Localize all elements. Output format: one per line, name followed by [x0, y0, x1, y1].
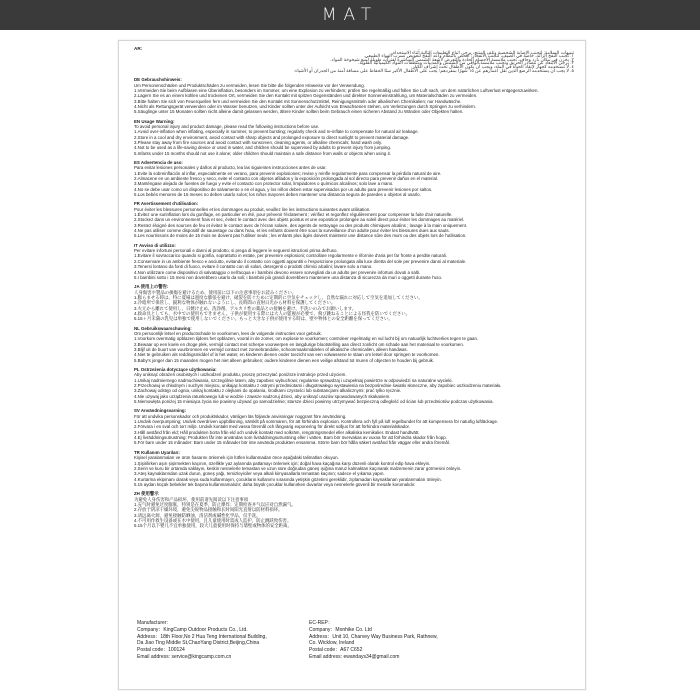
section-line: 1.Vermeiden Sie beim Aufblasen eine Überinflation, besonders im Sommer, um eine Explosion zu verhindern; prüfen Sie regelmäßig und füllen Sie Luft nach, um dem natürlichen Luftverlust entgegenzuwirken.	[134, 87, 539, 93]
section-line: 4.Kurtarma ekipmanı olarak veya suda kullanmayın, çocukların kullanımı sırasında yetişkin gözetimi gereklidir, zıplamadan kaynaklanan yaralanmaları önleyin.	[134, 476, 442, 482]
section-line: 1.Evite la sobreinflación al inflar, especialmente en verano, para prevenir explosiones; revise y reinfle regularmente para compensar la pérdida natural de aire.	[134, 170, 442, 176]
section-line: 2.Stockez dans un environnement frais et sec, évitez le contact avec des objets pointus et une exposition prolongée au soleil direct pour éviter les dommages au matériel.	[134, 217, 465, 223]
section-line: 3.火元から離れて使用し、日焼け止め、洗浄剤、アルカリ性の薬品との接触を避け、手洗いのみでお願いします。	[134, 305, 357, 311]
section-heading: ES Advertencia de uso:	[134, 159, 183, 165]
section-line: 4.Not to be used as a life-saving device or used in water, and children should be supervised by adults to prevent injury from jumping.	[134, 145, 391, 151]
section-line: 2.Serin ve kuru bir ortamda saklayın, keskin nesnelerle temastan ve uzun süre doğrudan güneş ışığına maruz kalmaktan kaçınarak malzemenin zarar görmesini önleyin.	[134, 465, 462, 471]
section-line: Kişisel yaralanmaları ve ürün hasarını önlemek için lütfen kullanmadan önce aşağıdaki talimatları okuyun.	[134, 455, 339, 461]
section-line: 4.Niet te gebruiken als reddingsmiddel of in het water, en kinderen dienen onder toezicht van een volwassene te staan om letsel door springen te voorkomen.	[134, 352, 440, 358]
warning-section	[134, 243, 574, 280]
section-heading: FR Avertissement d'utilisation:	[134, 201, 199, 207]
section-line: 1.Voorkom overmatig opblazen tijdens het opblazen, vooral in de zomer, om explosie te voorkomen; controleer regelmatig en vul lucht bij om natuurlijk luchtverlies tegen te gaan.	[134, 336, 479, 342]
section-line: 4.No se debe usar como un dispositivo de salvamento o en el agua, y los niños deben estar supervisados por un adulto para prevenir lesiones por saltos.	[134, 186, 433, 192]
section-line: För att undvika personskador och produktskador, vänligen läs följande anvisningar noggrant före användning.	[134, 413, 347, 419]
ec-rep-line: Email address: ewandays34@gmail.com	[309, 653, 400, 660]
warning-section	[134, 326, 574, 363]
section-line: 为避免人身伤害和产品损坏，使用前请先阅读以下注意事项	[134, 496, 249, 502]
warning-section	[134, 201, 574, 238]
section-line: 5.15个月以下婴儿不宜单独使用，较大儿童使用时保持与墙壁或物体的安全距离。	[134, 523, 292, 529]
manufacturer-block	[137, 620, 267, 661]
section-line: 3.Restez éloigné des sources de feu et évitez le contact avec de l'écran solaire, des agents de nettoyage ou des produits chimiques alcalins ; lavage à la main uniquement.	[134, 222, 468, 228]
manufacturer-line: Postal code：100124	[137, 647, 185, 654]
section-line: 4.Ne pas utiliser comme dispositif de sauvetage ou dans l'eau, et les enfants doivent être sous la surveillance d'un adulte pour éviter les blessures dues aux sauts.	[134, 228, 450, 234]
section-line: 1.Évitez une surinflation lors du gonflage, en particulier en été, pour prévenir l'éclatement ; vérifiez et regonflez régulièrement pour compenser la fuite d'air naturelle.	[134, 212, 453, 218]
section-line: 5.För barn under 15 månader: Barn under 15 månader bör inte använda produkten ensamma. Större barn bör hålla säkert avstånd från väggar eller andra föremål.	[134, 440, 451, 446]
header-banner	[0, 0, 700, 30]
warning-section	[134, 450, 574, 487]
section-line: Per evitare infortuni personali e danni al prodotto, si prega di leggere le seguenti istruzioni prima dell'uso.	[134, 248, 338, 254]
section-line: 2.Conservare in un ambiente fresco e asciutto, evitando il contatto con oggetti appuntiti e l'esposizione prolungata alla luce diretta del sole per prevenire danni al materiale.	[134, 258, 467, 264]
section-line: 2.冷暗所で保管し、鋭利な物体が触れないようにし、長時間の直射日光から材料を保護してください。	[134, 300, 336, 306]
section-line: 4.Nie używaj jako urządzenia ratunkowego lub w wodzie i zawsze nadzoruj dzieci, aby uniknąć urazów spowodowanych skakaniem.	[134, 393, 391, 399]
warning-section	[134, 408, 574, 445]
section-line: 1.Undvik överpumpning; Undvik överdriven uppblåsning, särskilt på sommaren, för att förhindra explosion. Kontrollera och fyll på luft regelbundet för att kompensera för naturlig luftläckage.	[134, 419, 499, 425]
section-heading: EN Usage Warning:	[134, 118, 175, 124]
section-line: 5.Les nourrissons de moins de 15 mois ne doivent pas l'utiliser seuls ; les enfants plus âgés doivent maintenir une distance sûre des murs ou des objets lors de l'utilisation.	[134, 233, 467, 239]
section-line: Para evitar lesiones personales y daños al producto, lea las siguientes instrucciones antes de usar.	[134, 165, 327, 171]
section-heading: NL Gebruikswaarschuwing:	[134, 325, 192, 331]
section-heading: IT Avviso di utilizzo:	[134, 242, 176, 248]
section-line: 1.Evitare il sovraccarico quando si gonfia, soprattutto in estate, per prevenire esplosioni; controllare regolarmente e rifornire d'aria per far fronte a perdite naturali.	[134, 253, 447, 259]
warning-sections	[134, 46, 574, 529]
section-heading: TR Kullanım Uyarıları:	[134, 449, 180, 455]
warning-section	[134, 367, 574, 404]
ec-rep-line: Company：Monhike Co. Ltd	[309, 626, 372, 633]
section-line: Aby uniknąć obrażeń osobistych i uszkodzeń produktu, proszę przeczytać poniższe instrukcje przed użyciem.	[134, 372, 347, 378]
section-line: 1.Unikaj nadmiernego nadmuchiwania, szczególnie latem, aby zapobiec wybuchowi; regularnie sprawdzaj i uzupełniaj powietrze w odpowiedzi na naturalne wycieki.	[134, 377, 453, 383]
section-heading: AR:	[134, 46, 143, 51]
section-line: 4.救命具としても、水中での使用もできません。子供が使用する際には大人の監視が必要で、飛び跳ねることによる怪我を防いでください。	[134, 310, 411, 316]
section-line: To avoid personal injury and product damage, please read the following instructions before use.	[134, 123, 320, 129]
section-line: ٢. يخزن في مكان بارد وجاف، تجنب ملامسة الأجسام الحادة والتعرض لأشعة الشمس المباشرة لفترات طويلة لمنع شيخوخة المواد.	[330, 56, 574, 62]
ec-rep-line: Address：Unit 10, Charvey Way Business Park, Rathnew,	[309, 633, 438, 640]
section-heading: SV Användningsvarning:	[134, 408, 187, 414]
ec-rep-line: EC-REP：	[309, 620, 333, 626]
warning-section	[134, 77, 574, 114]
section-line: 1.Şişirilirken aşırı şişirmekten kaçının, özellikle yaz aylarında patlamayı önlemek için; doğal hava kaçağına karşı düzenli olarak kontrol edip hava ekleyin.	[134, 460, 431, 466]
manufacturer-line: Da Jiao Ting Middle St,ChaoYang District,Beijing,China	[137, 640, 260, 647]
section-line: 2.存放于阴凉干燥环境，避免尖锐物品接触和长时间阳光直射以防材料损坏。	[134, 507, 283, 513]
warning-section	[134, 160, 574, 197]
warning-section	[134, 491, 574, 528]
section-line: 2.Bewaar op een koele en droge plek, vermijd contact met scherpe voorwerpen en langdurige blootstelling aan direct zonlicht om schade aan het materiaal te voorkomen.	[134, 341, 464, 347]
section-line: 5.Säuglinge unter 15 Monaten sollten nicht alleine damit gelassen werden, ältere Kinder sollten beim Gebrauch einen sicheren Abstand zu Wänden oder Objekten halten.	[134, 109, 464, 115]
section-line: 5.Los bebés menores de 15 meses no deben usarlo solos; los niños mayores deben mantener una distancia segura de paredes u objetos al usarlo.	[134, 192, 421, 198]
section-line: ١. تجنب النفخ الزائد، خاصة في الصيف، لتجنب الانفجار؛ افحص بانتظام وأعد النفخ لتعويض تسرب الهواء الطبيعي.	[363, 53, 574, 59]
section-line: 5.15 aydan küçük bebekler tek başına kullanmamalıdır; daha büyük çocuklar kullanırken duvarlar veya nesnelerle güvenli bir mesafe korumalıdır.	[134, 481, 416, 487]
warning-section	[134, 284, 574, 321]
manufacturer-line: Email address: service@kingcamp.com.cn	[137, 653, 232, 660]
warning-section	[134, 119, 574, 156]
instruction-sheet	[118, 40, 586, 690]
section-line: 3.请远离火源，避免接触防晒油、清洁剂或碱性化学品，仅手洗。	[134, 512, 261, 518]
contact-footer	[134, 620, 574, 680]
section-line: 3.Blijf uit de buurt van vuurbronnen en vermijd contact met zonnebrandolie, schoonmaakmiddelen of alkalische chemicaliën, alleen handwas.	[134, 346, 408, 352]
ec-rep-line: Postal code：A67 C652	[309, 647, 363, 654]
section-line: 2.Store in a cool and dry environment, avoid contact with sharp objects and prolonged exposure to direct sunlight to prevent material damage.	[134, 134, 410, 140]
section-line: 3.Tenersi lontano da fonti di fuoco, evitare il contatto con oli solari, detergenti o prodotti chimici alcalini; lavare solo a mano.	[134, 264, 373, 270]
ec-rep-line: Co. Wicklow, Ireland	[309, 640, 355, 647]
section-line: ٤. لا تستخدمه كجهاز لإنقاذ الحياة في الماء، ويجب أن يكون الأطفال تحت إشراف الكبار.	[411, 63, 574, 69]
section-line: Om persoonlijk letsel en productschade te voorkomen, lees de volgende instructies voor gebruik.	[134, 330, 322, 336]
section-heading: DE Gebrauchshinweis:	[134, 77, 182, 83]
section-line: تنبيهات السلامة: لتجنب الإصابة الشخصية وتلف المنتج، يرجى اتباع التعليمات التالية أثناء الاستخدام.	[390, 49, 574, 55]
section-line: 4.Nicht als Rettungsgerät verwenden oder im Wasser benutzen, und Kinder sollten unter der Aufsicht von Erwachsenen stehen, um Verletzungen durch Springen zu verhindern.	[134, 103, 477, 109]
section-line: 3.Ateş kaynaklarından uzak durun, güneş yağı, temizleyiciler veya alkali kimyasallarla temastan kaçının; sadece el yıkama yapın.	[134, 471, 385, 477]
section-line: 5.Infants under 15 months should not use it alone; older children should maintain a safe distance from walls or objects when using it.	[134, 150, 392, 156]
section-line: 4.Ej livräddningsutrustning: Produkten får inte användas som livräddningsutrustning eller i vatten. Barn bör övervakas av vuxna för att förhindra skador från hopp.	[134, 435, 447, 441]
manufacturer-line: Company：KingCamp Outdoor Products Co., Ltd.	[137, 626, 248, 633]
section-line: 5.I bambini sotto i 15 mesi non dovrebbero usarlo da soli; i bambini più grandi dovrebbero mantenere una distanza di sicurezza da muri o oggetti durante l'uso.	[134, 274, 443, 280]
section-line: 1.膨らませる時は、特に夏場は過度な膨張を避け、破裂を防ぐために定期的に空気をチェックし、自然な漏れに対応して空気を追加してください。	[134, 294, 423, 300]
section-line: 2.Lagern Sie es an einem kühlen und trockenen Ort, vermeiden Sie den Kontakt mit spitzen Gegenständen und direkter Sonneneinstrahlung, um Materialschäden zu vermeiden.	[134, 93, 478, 99]
section-line: 1.Avoid over-inflation when inflating, especially in summer, to prevent bursting; regularly check and re-inflate to compensate for natural air leakage.	[134, 129, 419, 135]
section-heading: ZH 使用警示	[134, 491, 159, 497]
ec-rep-block	[309, 620, 438, 661]
section-heading: JA 使用上の警告:	[134, 284, 169, 290]
section-line: 4.不可用作救生设备或在水中使用，且儿童使用时需成人监护，防止跳跃致伤害。	[134, 517, 292, 523]
section-line: 2.Förvara i en sval och torr miljö. Undvik kontakt med vassa föremål och långvarig exponering för direkt solljus för att förhindra materialskador.	[134, 424, 411, 430]
section-line: Pour éviter les blessures personnelles et les dommages au produit, veuillez lire les instructions suivantes avant utilisation.	[134, 206, 371, 212]
section-line: ٥. لا يجب أن يستخدمه الرضع الذين تقل أعمارهم عن ١٥ شهرًا بمفردهم؛ يجب على الأطفال الأكبر سنًا الحفاظ على مسافة آمنة من الجدران أو الأشياء.	[293, 67, 574, 73]
section-line: Um Personenschäden und Produktschäden zu vermeiden, lesen Sie bitte die folgenden Hinweise vor der Verwendung.	[134, 82, 365, 88]
manufacturer-line: Address：18th Floor,No 2 Hua Teng International Building,	[137, 633, 267, 640]
section-line: 3.Håll avstånd från eld; Håll produkten borta från eld och undvik kontakt med solkräm, rengöringsmedel eller alkaliska kemikalier. Endast handtvätt.	[134, 429, 420, 435]
section-line: 3.Please stay away from fire sources and avoid contact with sunscreen, cleaning agents, or alkaline chemicals; hand wash only.	[134, 139, 383, 145]
section-line: 1.充气时避免过度膨胀，特别是在夏季，防止爆炸；定期检查并气以应对自然漏气。	[134, 501, 296, 507]
section-line: 3.Zachowaj odstęp od ognia, unikaj kontaktu z olejkami do opalania, środkami czystości lub substancjami alkalicznymi; prać tylko ręcznie.	[134, 388, 402, 394]
warning-section	[134, 46, 574, 73]
section-line: 3.Bitte halten Sie sich von Feuerquellen fern und vermeiden Sie den Kontakt mit Sonnenschutzmittel, Reinigungsmitteln oder alkalischen Chemikalien; nur Handwäsche.	[134, 98, 462, 104]
section-line: 4.Non utilizzare come dispositivo di salvataggio o nell'acqua e i bambini devono essere sorvegliati da un adulto per prevenire infortuni dovuti a salti.	[134, 269, 421, 275]
section-line: 5.Niemowlęta poniżej 15 miesiąca życia nie powinny używać go samodzielnie; starsze dzieci powinny utrzymywać bezpieczną odległość od ścian lub przedmiotów podczas użytkowania.	[134, 399, 494, 405]
manufacturer-line: Manufacturer:	[137, 620, 168, 626]
section-line: 5.15ヶ月未満の乳児は単独で使用しないでください。もっと大きな子供が使用する時は、壁や物体との安全距離を保ってください。	[134, 316, 393, 322]
section-line: 2.Almacene en un ambiente fresco y seco, evite el contacto con objetos afilados y la exposición prolongada al sol directo para prevenir daños en el material.	[134, 176, 439, 181]
page-title: MAT	[321, 5, 379, 25]
section-line: 人身傷害や製品の損傷を避けるため、使用前に以下の注意事項をお読みください。	[134, 289, 297, 295]
section-line: 2.Przechowuj w chłodnym i suchym miejscu, unikając kontaktu z ostrymi przedmiotami i długotrwałego wystawienia na bezpośrednie światło słoneczne, aby zapobiec uszkodzeniu materiału.	[134, 383, 502, 389]
section-heading: PL Ostrzeżenia dotyczące użytkowania:	[134, 367, 217, 372]
section-line: ٣. يرجى الابتعاد عن مصادر الحريق وتجنب ملامسة الواقي من الشمس والمذيبات ومنظفات المواد الكيميائية القلوية.	[358, 60, 574, 66]
section-line: 5.Baby's jonger dan 15 maanden mogen het niet alleen gebruiken; oudere kinderen dienen een veilige afstand tot muren of objecten te houden bij gebruik.	[134, 357, 435, 363]
section-line: 3.Manténgase alejado de fuentes de fuego y evite el contacto con protector solar, limpiadores o químicos alcalinos; solo lave a mano.	[134, 181, 394, 187]
